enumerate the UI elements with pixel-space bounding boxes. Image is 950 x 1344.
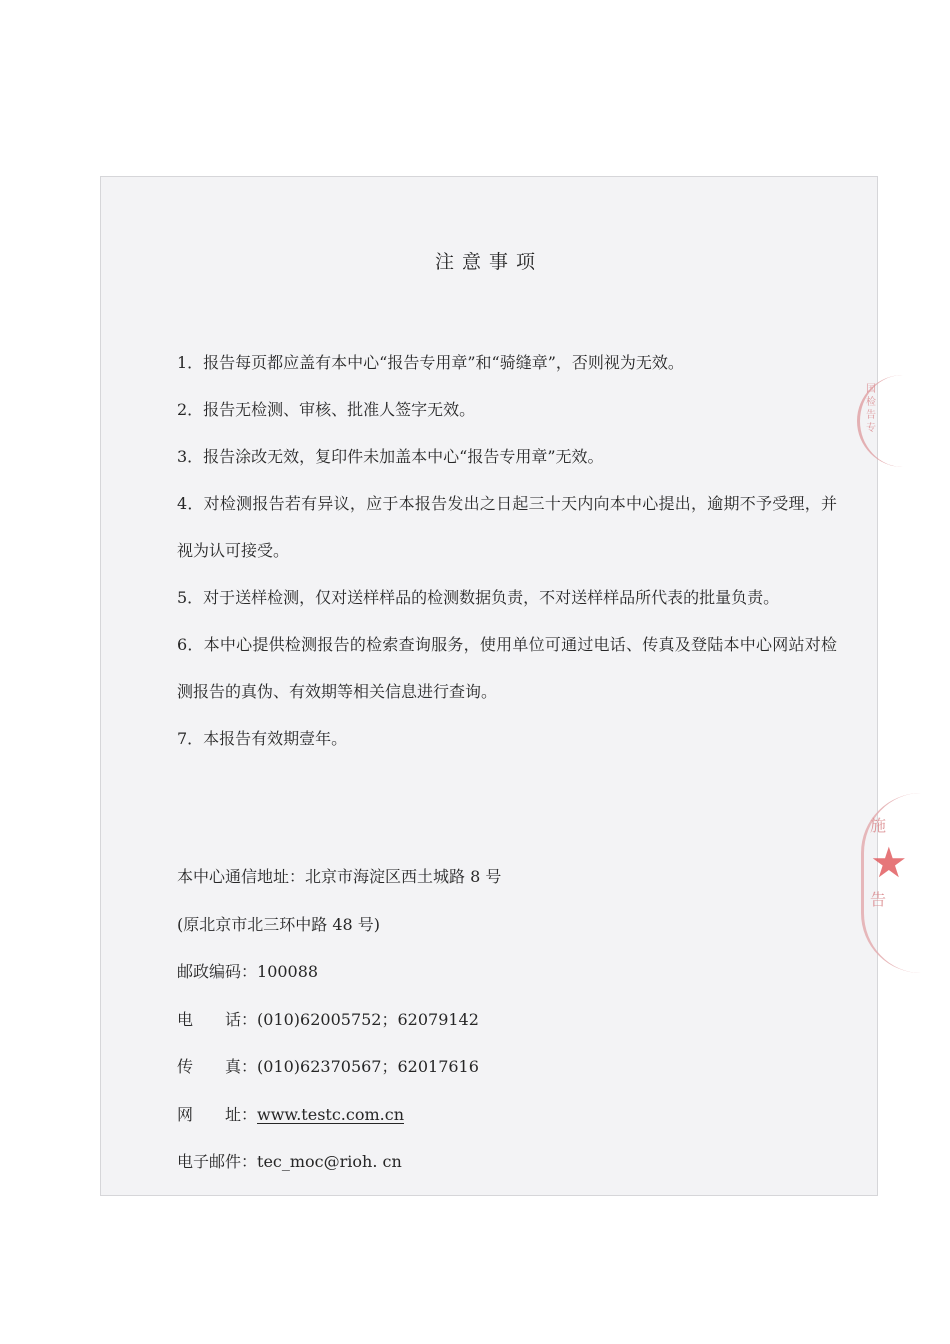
star-icon: ★ <box>870 838 908 887</box>
note-item: 6．本中心提供检测报告的检索查询服务，使用单位可通过电话、传真及登陆本中心网站对检测报告的真伪、有效期等相关信息进行查询。 <box>177 635 837 701</box>
note-item: 7．本报告有效期壹年。 <box>177 729 348 748</box>
website-label: 网 址： <box>177 1104 258 1124</box>
email-value: tec_moc@rioh. cn <box>257 1152 402 1171</box>
notes-list <box>177 339 837 762</box>
phone-value: (010)62005752；62079142 <box>257 1009 479 1029</box>
scanned-page <box>100 176 908 1196</box>
note-item: 1．报告每页都应盖有本中心“报告专用章”和“骑缝章”，否则视为无效。 <box>177 353 684 372</box>
fax-line <box>177 1043 837 1091</box>
postcode-line <box>177 948 837 996</box>
note-item: 5．对于送样检测，仅对送样样品的检测数据负责，不对送样样品所代表的批量负责。 <box>177 588 780 607</box>
phone-line <box>177 996 837 1044</box>
fax-value: (010)62370567；62017616 <box>257 1057 479 1076</box>
document-title: 注意事项 <box>434 251 543 273</box>
former-address-line: (原北京市北三环中路 48 号) <box>177 914 381 934</box>
seal-stamp-bottom <box>861 793 921 973</box>
phone-label: 电 话： <box>177 1009 258 1029</box>
postcode-label: 邮政编码： <box>177 962 258 981</box>
seal-text-top: 施 <box>870 816 887 835</box>
note-item: 3．报告涂改无效，复印件未加盖本中心“报告专用章”无效。 <box>177 447 604 466</box>
email-label: 电子邮件： <box>177 1152 258 1171</box>
address-line: 本中心通信地址：北京市海淀区西土城路 8 号 <box>177 867 502 886</box>
note-item: 4．对检测报告若有异议，应于本报告发出之日起三十天内向本中心提出，逾期不予受理，并视为认可接受。 <box>177 494 837 560</box>
email-line <box>177 1138 837 1186</box>
note-item: 2．报告无检测、审核、批准人签字无效。 <box>177 400 476 419</box>
seal-stamp-top: 国 检 告 专 <box>857 375 915 467</box>
website-link[interactable]: www.testc.com.cn <box>257 1104 404 1124</box>
seal-text-bottom: 告 <box>870 890 887 909</box>
postcode-value: 100088 <box>257 962 319 981</box>
fax-label: 传 真： <box>177 1057 258 1076</box>
website-line <box>177 1091 837 1139</box>
contact-block <box>177 853 837 1186</box>
